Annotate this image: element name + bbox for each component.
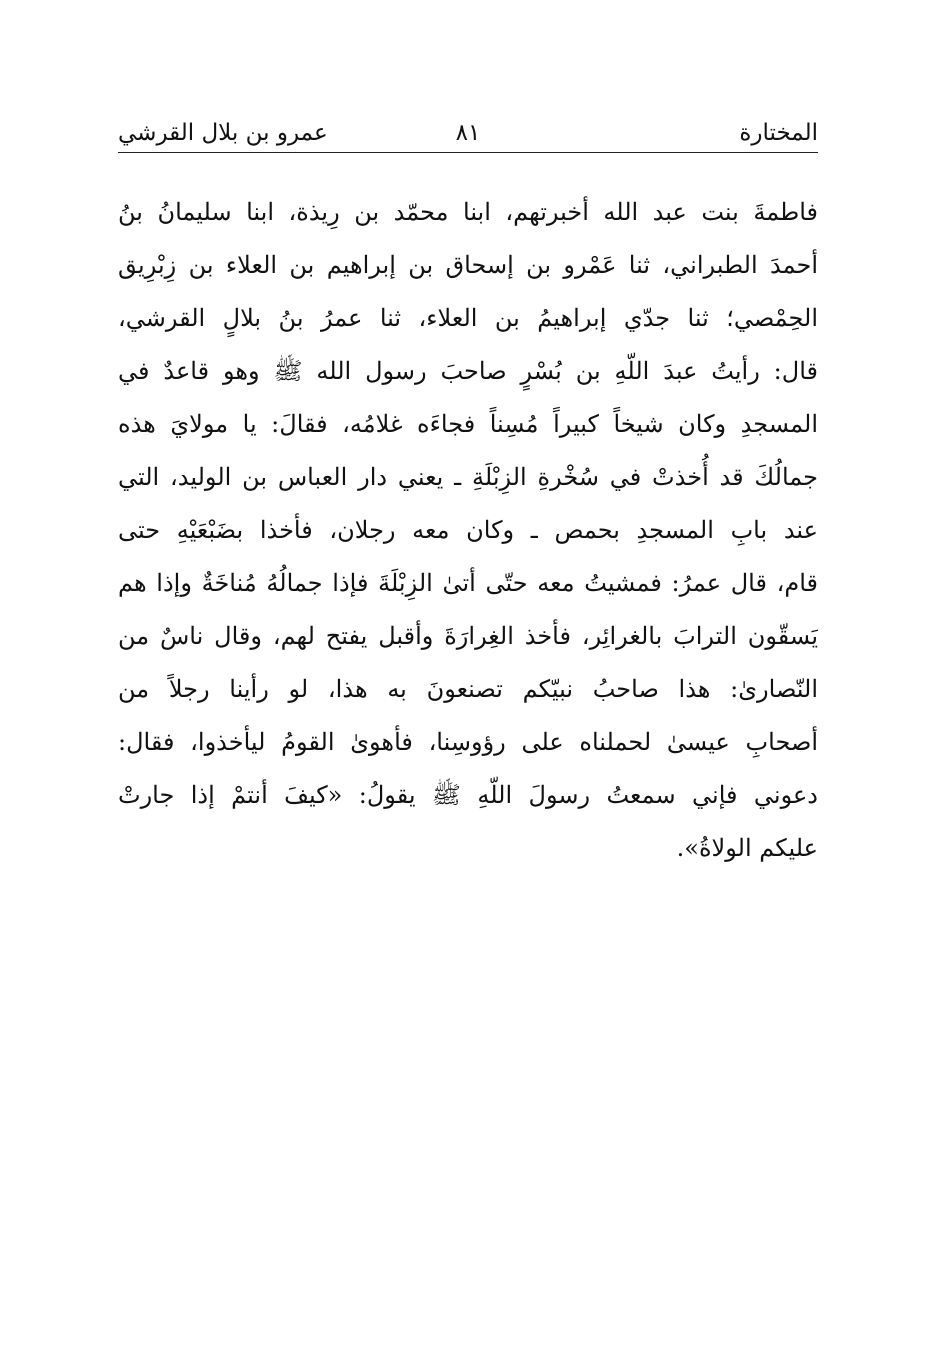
- text-line: فاطمةَ بنت عبد الله أخبرتهم، ابنا محمّد بن رِيذة، ابنا سليمانُ بنُ: [118, 198, 818, 226]
- text-line: قام، قال عمرُ: فمشيتُ معه حتّى أتىٰ الزِبْلَةَ فإذا جمالُهُ مُناخَةٌ وإذا هم: [118, 569, 818, 597]
- text-line: قال: رأيتُ عبدَ اللّهِ بن بُسْرٍ صاحبَ رسول الله ﷺ وهو قاعدٌ في: [118, 357, 818, 385]
- header-divider: [118, 152, 818, 153]
- book-title: المختارة: [739, 120, 818, 146]
- text-line: النّصارىٰ: هذا صاحبُ نبيّكم تصنعونَ به هذا، لو رأينا رجلاً من: [118, 675, 818, 703]
- text-line: جمالُكَ قد أُخذتْ في سُخْرةِ الزِبْلَةِ ـ يعني دار العباس بن الوليد، التي: [118, 463, 818, 491]
- text-line: أصحابِ عيسىٰ لحملناه على رؤوسِنا، فأهوىٰ القومُ ليأخذوا، فقال:: [118, 728, 818, 756]
- body-text: [118, 186, 818, 875]
- text-line: عليكم الولاةُ».: [676, 834, 818, 862]
- text-line: يَسقّون الترابَ بالغرائِر، فأخذ الغِرارَةَ وأقبل يفتح لهم، وقال ناسٌ من: [118, 622, 818, 650]
- text-line: المسجدِ وكان شيخاً كبيراً مُسِناً فجاءَه غلامُه، فقالَ: يا مولايَ هذه: [118, 410, 818, 438]
- text-line: أحمدَ الطبراني، ثنا عَمْرو بن إسحاق بن إبراهيم بن العلاء بن زِبْرِيق: [118, 251, 818, 279]
- text-line: الحِمْصي؛ ثنا جدّي إبراهيمُ بن العلاء، ثنا عمرُ بنُ بلالٍ القرشي،: [118, 304, 818, 332]
- page-number: ٨١: [455, 120, 481, 146]
- running-header: [118, 118, 818, 154]
- text-line: عند بابِ المسجدِ بحمص ـ وكان معه رجلان، فأخذا بضَبْعَيْهِ حتى: [118, 516, 818, 544]
- text-line: دعوني فإني سمعتُ رسولَ اللّهِ ﷺ يقولُ: «كيفَ أنتمْ إذا جارتْ: [118, 781, 818, 809]
- chapter-title: عمرو بن بلال القرشي: [118, 120, 328, 146]
